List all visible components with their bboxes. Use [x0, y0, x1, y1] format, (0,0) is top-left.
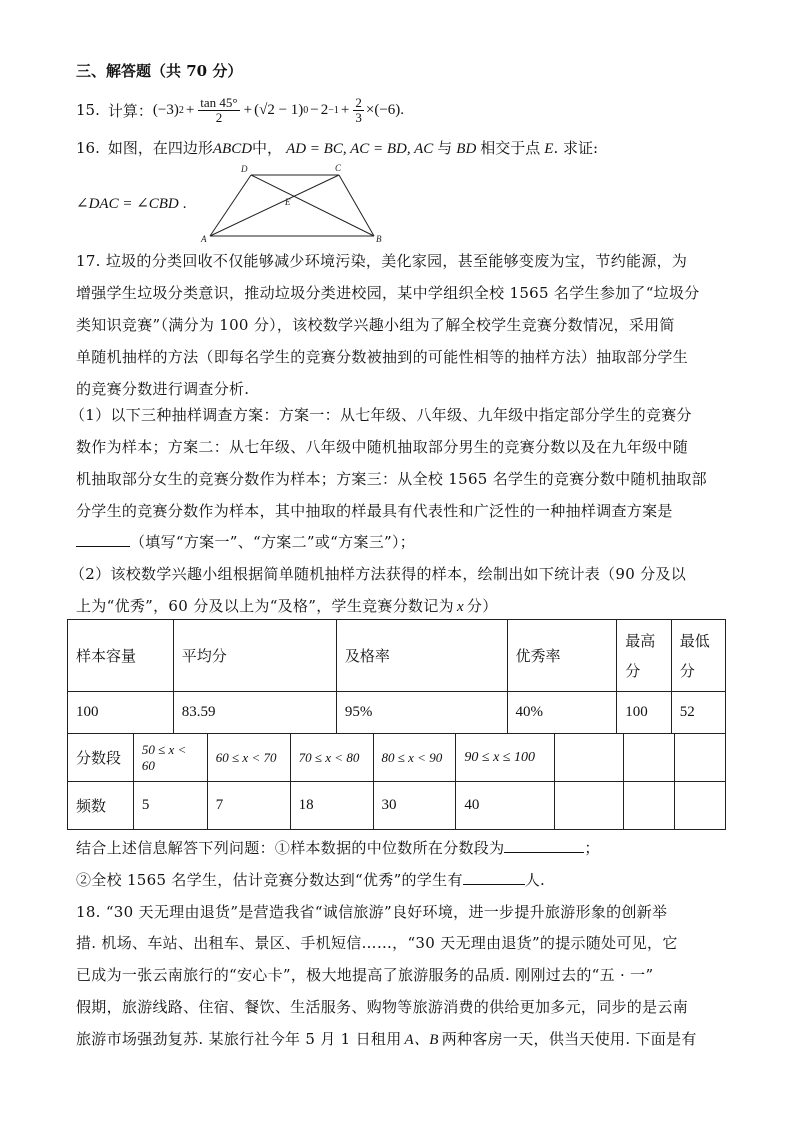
- q15-exp0: 0: [303, 104, 309, 116]
- q17-part2-text-b: 分）: [466, 597, 498, 615]
- range-row: [68, 734, 726, 782]
- q17-ask1-end: ；: [584, 839, 600, 857]
- q15-two: 2: [320, 101, 329, 118]
- q16-e: E: [544, 141, 554, 157]
- q18-line-1: 18. “30 天无理由退货”是营造我省“诚信旅游”良好环境，进一步提升旅游形象的创新举: [76, 903, 668, 921]
- question-16: [76, 137, 598, 158]
- q15-plus2: +: [243, 101, 253, 118]
- header-sample-size: 样本容量: [68, 620, 174, 692]
- q17-answer-blank-2[interactable]: [504, 838, 584, 853]
- q17-fill-text: （填写“方案一”、“方案二”或“方案三”）；: [130, 533, 416, 551]
- q15-frac2-num: 2: [355, 94, 362, 110]
- value-sample-size: 100: [68, 692, 174, 734]
- q15-minus: −: [310, 101, 319, 118]
- q18-line-2: 措. 机场、车站、出租车、景区、手机短信……，“30 天无理由退货”的提示随处可见，它: [76, 934, 678, 952]
- freq-empty-1: [555, 782, 624, 830]
- q16-proof: ∠DAC = ∠CBD: [76, 196, 179, 212]
- q16-proof-statement: [76, 194, 187, 213]
- q15-frac1-den: 2: [215, 109, 223, 125]
- stats-table: [67, 619, 726, 734]
- q17-ask2-text: ②全校 1565 名学生，估计竞赛分数达到“优秀”的学生有: [76, 871, 463, 889]
- q18-line-4: 假期，旅游线路、住宿、餐饮、生活服务、购物等旅游消费的供给更加多元，同步的是云南: [76, 998, 689, 1016]
- q16-text-b: 中，: [252, 139, 283, 157]
- label-b: B: [376, 234, 382, 244]
- label-a: A: [201, 234, 207, 244]
- q15-fraction-1: [198, 96, 239, 124]
- value-min: 52: [671, 692, 725, 734]
- q17-line-7: 数作为样本；方案二：从七年级、八年级中随机抽取部分男生的竞赛分数以及在九年级中随: [76, 438, 689, 456]
- value-max: 100: [617, 692, 671, 734]
- q17-ask2-end: 人.: [524, 871, 546, 889]
- header-max: 最高分: [617, 620, 671, 692]
- label-d: D: [241, 164, 248, 174]
- diagonal-bd: [251, 175, 374, 236]
- q15-exp2: 2: [178, 104, 184, 116]
- q17-line-6: （1）以下三种抽样调查方案：方案一：从七年级、八年级、九年级中指定部分学生的竞赛分: [70, 406, 692, 424]
- q17-line-2: 增强学生垃圾分类意识，推动垃圾分类进校园，某中学组织全校 1565 名学生参加了“垃圾分: [76, 284, 700, 302]
- q15-expneg1: −1: [328, 104, 339, 116]
- q18-line-5: [76, 1028, 697, 1049]
- q16-text-a: 如图，在四边形: [107, 139, 213, 157]
- q16-conds: AD = BC, AC = BD, AC: [286, 141, 434, 157]
- quadrilateral-figure: [198, 160, 383, 244]
- freq-60-70: 7: [207, 782, 290, 830]
- q17-part2-text-a: 上为“优秀”，60 分及以上为“及格”，学生竞赛分数记为: [76, 597, 454, 615]
- freq-70-80: 18: [290, 782, 373, 830]
- q16-text-c: 与: [437, 139, 453, 157]
- section-heading: 三、解答题（共 70 分）: [76, 62, 243, 80]
- q18-room-types: A、B: [404, 1032, 439, 1048]
- freq-90-100: 40: [456, 782, 555, 830]
- q18-line5-text-b: 两种客房一天，供当天使用. 下面是有: [441, 1030, 697, 1048]
- q17-answer-blank-3[interactable]: [463, 870, 525, 885]
- q17-part2-line-1: （2）该校数学兴趣小组根据简单随机抽样方法获得的样本，绘制出如下统计表（90 分及以: [70, 565, 687, 583]
- q16-bd: BD: [456, 141, 477, 157]
- header-mean: 平均分: [173, 620, 336, 692]
- q17-ask1-text: 结合上述信息解答下列问题：①样本数据的中位数所在分数段为: [76, 839, 505, 857]
- value-mean: 83.59: [173, 692, 336, 734]
- freq-50-60: 5: [133, 782, 207, 830]
- q17-line-9: 分学生的竞赛分数作为样本，其中抽取的样最具有代表性和广泛性的一种抽样调查方案是: [76, 502, 673, 520]
- freq-empty-2: [624, 782, 675, 830]
- range-80-90: 80 ≤ x < 90: [373, 734, 456, 782]
- q16-proof-end: .: [182, 196, 187, 212]
- header-pass-rate: 及格率: [336, 620, 507, 692]
- q17-line-1: 17. 垃圾的分类回收不仅能够减少环境污染，美化家园，甚至能够变废为宝，节约能源，为: [76, 252, 688, 270]
- q15-frac1-num: tan 45°: [200, 94, 238, 110]
- range-50-60: 50 ≤ x < 60: [133, 734, 207, 782]
- q16-quad: ABCD: [212, 141, 253, 157]
- q16-text-e: . 求证:: [553, 139, 599, 157]
- q15-sqrt-part: (√2 − 1): [254, 101, 304, 118]
- q17-fill-line: [76, 531, 415, 552]
- q17-line-8: 机抽取部分女生的竞赛分数作为样本；方案三：从全校 1565 名学生的竞赛分数中随机抽取部: [76, 470, 707, 488]
- q16-text-d: 相交于点: [480, 139, 541, 157]
- q15-number: 15.: [76, 101, 100, 119]
- diagonal-ac: [210, 175, 339, 236]
- range-empty-2: [624, 734, 675, 782]
- q15-fraction-2: [353, 96, 364, 124]
- range-empty-1: [555, 734, 624, 782]
- q17-ask-2: [76, 869, 545, 890]
- freq-80-90: 30: [373, 782, 456, 830]
- freq-empty-3: [675, 782, 726, 830]
- frequency-row-label: 频数: [68, 782, 134, 830]
- q18-line5-text-a: 旅游市场强劲复苏. 某旅行社今年 5 月 1 日租用: [76, 1030, 402, 1048]
- range-empty-3: [675, 734, 726, 782]
- q17-answer-blank-1[interactable]: [76, 532, 130, 547]
- range-60-70: 60 ≤ x < 70: [207, 734, 290, 782]
- q17-line-5: 的竞赛分数进行调查分析.: [76, 380, 250, 398]
- range-70-80: 70 ≤ x < 80: [290, 734, 373, 782]
- value-pass-rate: 95%: [336, 692, 507, 734]
- q17-part2-var: x: [456, 599, 464, 615]
- stats-header-row: [68, 620, 726, 692]
- stats-value-row: [68, 692, 726, 734]
- q17-line-4: 单随机抽样的方法（即每名学生的竞赛分数被抽到的可能性相等的抽样方法）抽取部分学生: [76, 348, 689, 366]
- q17-part2-line-2: [76, 595, 498, 616]
- q15-base: (−3): [152, 101, 179, 118]
- q15-label: 计算：: [107, 101, 153, 120]
- q17-ask-1: [76, 837, 600, 858]
- frequency-row: [68, 782, 726, 830]
- header-min: 最低分: [671, 620, 725, 692]
- label-c: C: [335, 163, 342, 173]
- header-excellent-rate: 优秀率: [507, 620, 617, 692]
- q15-tail: ×(−6).: [365, 101, 405, 118]
- range-row-label: 分数段: [68, 734, 134, 782]
- value-excellent-rate: 40%: [507, 692, 617, 734]
- label-e: E: [285, 197, 291, 207]
- range-90-100: 90 ≤ x ≤ 100: [456, 734, 555, 782]
- q15-plus3: +: [340, 101, 350, 118]
- question-15: [76, 90, 404, 130]
- q15-frac2-den: 3: [355, 109, 362, 125]
- q18-line-3: 已成为一张云南旅行的“安心卡”，极大地提高了旅游服务的品质. 刚刚过去的“五 · 一”: [76, 966, 654, 984]
- q16-number: 16.: [76, 139, 100, 157]
- q17-line-3: 类知识竞赛”（满分为 100 分），该校数学兴趣小组为了解全校学生竞赛分数情况，采用简: [76, 316, 675, 334]
- q15-plus1: +: [185, 101, 195, 118]
- frequency-table: [67, 733, 726, 830]
